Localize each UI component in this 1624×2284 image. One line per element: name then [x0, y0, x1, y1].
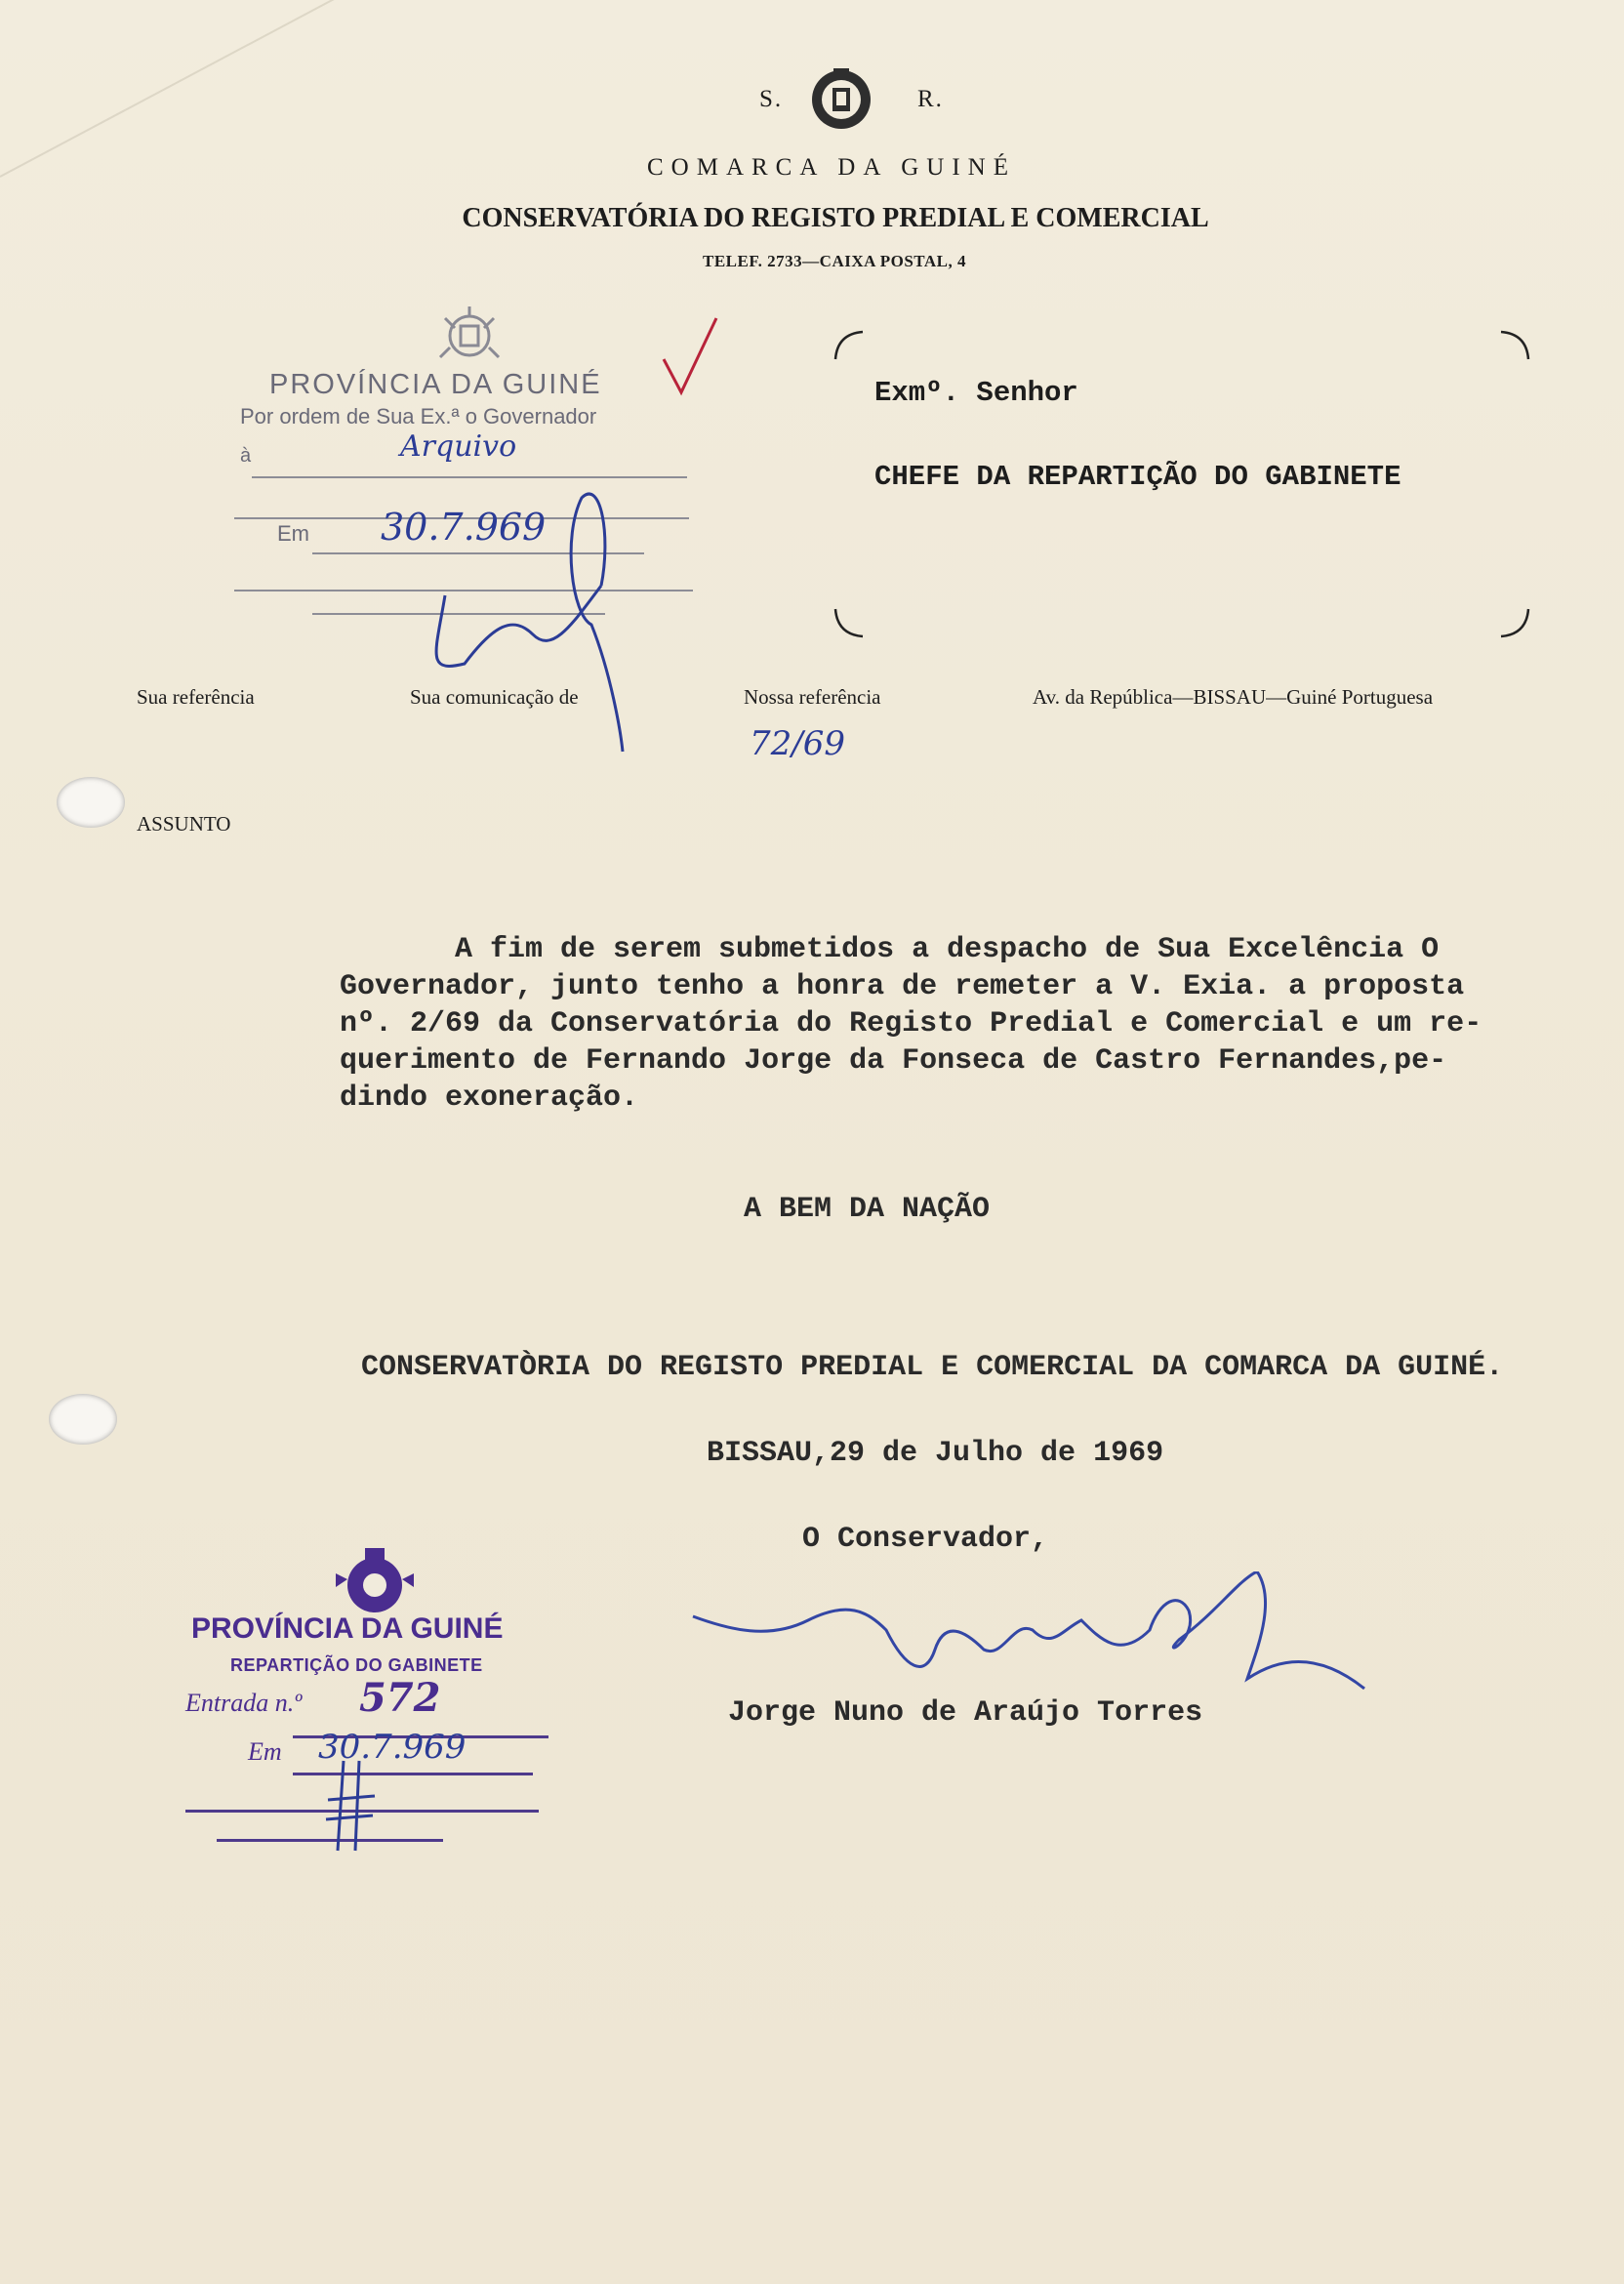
addressee-salutation: Exmº. Senhor — [874, 377, 1078, 409]
closing-formula: A BEM DA NAÇÃO — [744, 1193, 991, 1226]
stamp-top-title: PROVÍNCIA DA GUINÉ — [269, 369, 602, 400]
stamp-crest-icon — [426, 299, 513, 367]
place-date: BISSAU,29 de Julho de 1969 — [707, 1437, 1164, 1470]
letterhead-telephone: TELEF. 2733—CAIXA POSTAL, 4 — [703, 252, 966, 270]
sua-comunicacao-label: Sua comunicação de — [410, 685, 579, 709]
signature-icon — [691, 1571, 1374, 1708]
stamp-top-order: Por ordem de Sua Ex.ª o Governador — [240, 404, 597, 428]
letterhead-s: S. — [759, 86, 784, 112]
stamp-bottom-sub: REPARTIÇÃO DO GABINETE — [230, 1655, 483, 1675]
bracket-bottom-left-icon — [833, 607, 865, 638]
signatory-name: Jorge Nuno de Araújo Torres — [728, 1696, 1203, 1730]
handwritten-hash-icon — [322, 1757, 381, 1855]
bracket-top-left-icon — [833, 330, 865, 361]
body-line: querimento de Fernando Jorge da Fonseca de Castro Fernandes,pe- — [340, 1044, 1447, 1078]
punch-hole — [57, 777, 125, 828]
addressee-title: CHEFE DA REPARTIÇÃO DO GABINETE — [874, 461, 1401, 493]
nossa-referencia-value: 72/69 — [750, 724, 845, 763]
stamp-bottom-entrada-value: 572 — [359, 1675, 441, 1721]
bracket-top-right-icon — [1499, 330, 1530, 361]
punch-hole — [49, 1394, 117, 1445]
address-line: Av. da República—BISSAU—Guiné Portuguesa — [1033, 685, 1434, 709]
body-line: dindo exoneração. — [340, 1081, 639, 1115]
institution-signoff: CONSERVATÒRIA DO REGISTO PREDIAL E COMERCIAL DA COMARCA DA GUINÉ. — [361, 1351, 1504, 1384]
stamp-top-a-value: Arquivo — [400, 429, 517, 464]
body-line: A fim de serem submetidos a despacho de Sua Excelência O — [455, 933, 1440, 966]
signatory-role: O Conservador, — [802, 1523, 1049, 1556]
handwritten-initials-icon — [406, 478, 640, 761]
coat-of-arms-icon — [804, 64, 878, 135]
body-line: nº. 2/69 da Conservatória do Registo Predial e Comercial e um re- — [340, 1007, 1482, 1040]
stamp-bottom-title: PROVÍNCIA DA GUINÉ — [191, 1612, 504, 1645]
stamp-top-em-label: Em — [277, 521, 309, 546]
letterhead-comarca: COMARCA DA GUINÉ — [646, 154, 1017, 181]
bracket-bottom-right-icon — [1499, 607, 1530, 638]
stamp-bottom-em-label: Em — [248, 1737, 282, 1766]
letterhead-institution: CONSERVATÓRIA DO REGISTO PREDIAL E COMERCIAL — [462, 203, 1209, 233]
assunto-label: ASSUNTO — [137, 812, 231, 836]
letterhead-r: R. — [917, 86, 944, 112]
stamp-bottom-entrada-label: Entrada n.º — [185, 1689, 303, 1717]
checkmark-icon — [656, 312, 724, 400]
stamp-top-a-label: à — [240, 445, 252, 467]
body-line: Governador, junto tenho a honra de remeter a V. Exia. a proposta — [340, 970, 1465, 1003]
stamp-top-date: 30.7.969 — [381, 506, 547, 549]
stamp-bottom-date: 30.7.969 — [318, 1728, 467, 1767]
nossa-referencia-label: Nossa referência — [744, 685, 881, 709]
sua-referencia-label: Sua referência — [137, 685, 255, 709]
